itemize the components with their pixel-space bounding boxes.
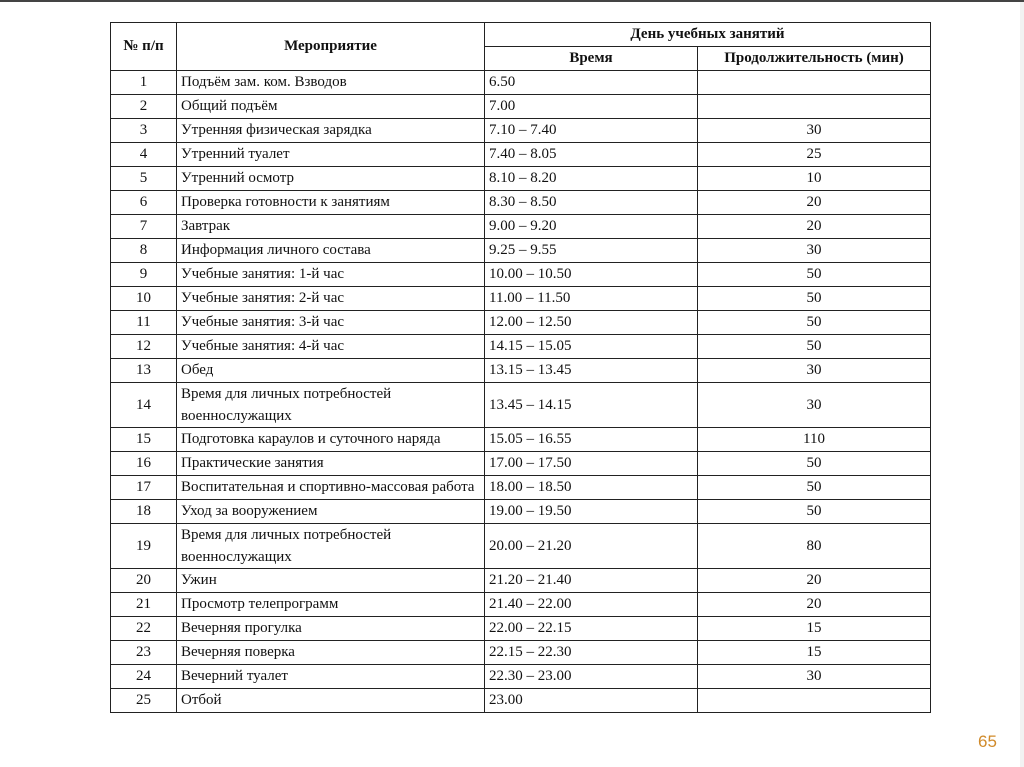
duration-cell xyxy=(698,71,931,95)
daily-schedule-table xyxy=(110,22,931,713)
event-cell: Воспитательная и спортивно-массовая работа xyxy=(177,476,485,500)
table-row xyxy=(111,499,931,523)
event-cell: Проверка готовности к занятиям xyxy=(177,191,485,215)
event-cell: Информация личного состава xyxy=(177,239,485,263)
duration-cell: 80 xyxy=(698,523,931,568)
duration-cell: 30 xyxy=(698,664,931,688)
table-row xyxy=(111,616,931,640)
row-number: 19 xyxy=(111,523,177,568)
event-cell: Отбой xyxy=(177,688,485,712)
row-number: 8 xyxy=(111,239,177,263)
event-cell: Утренний туалет xyxy=(177,143,485,167)
time-cell: 22.30 – 23.00 xyxy=(485,664,698,688)
row-number: 17 xyxy=(111,476,177,500)
duration-cell: 30 xyxy=(698,383,931,428)
duration-cell: 20 xyxy=(698,568,931,592)
duration-cell: 15 xyxy=(698,616,931,640)
event-cell: Ужин xyxy=(177,568,485,592)
event-cell: Подготовка караулов и суточного наряда xyxy=(177,428,485,452)
table-row xyxy=(111,523,931,568)
event-cell: Просмотр телепрограмм xyxy=(177,592,485,616)
event-cell: Учебные занятия: 1-й час xyxy=(177,263,485,287)
duration-cell xyxy=(698,95,931,119)
table-row xyxy=(111,359,931,383)
time-cell: 18.00 – 18.50 xyxy=(485,476,698,500)
time-cell: 7.10 – 7.40 xyxy=(485,119,698,143)
row-number: 1 xyxy=(111,71,177,95)
header-event: Мероприятие xyxy=(177,23,485,71)
event-cell: Уход за вооружением xyxy=(177,499,485,523)
duration-cell: 50 xyxy=(698,335,931,359)
duration-cell: 30 xyxy=(698,239,931,263)
duration-cell: 25 xyxy=(698,143,931,167)
duration-cell: 50 xyxy=(698,499,931,523)
row-number: 12 xyxy=(111,335,177,359)
time-cell: 12.00 – 12.50 xyxy=(485,311,698,335)
duration-cell: 50 xyxy=(698,476,931,500)
table-row xyxy=(111,167,931,191)
duration-cell: 20 xyxy=(698,191,931,215)
time-cell: 9.00 – 9.20 xyxy=(485,215,698,239)
table-row xyxy=(111,311,931,335)
time-cell: 23.00 xyxy=(485,688,698,712)
duration-cell: 110 xyxy=(698,428,931,452)
row-number: 24 xyxy=(111,664,177,688)
time-cell: 22.15 – 22.30 xyxy=(485,640,698,664)
time-cell: 7.40 – 8.05 xyxy=(485,143,698,167)
duration-cell: 10 xyxy=(698,167,931,191)
header-group: День учебных занятий xyxy=(485,23,931,47)
event-cell: Утренняя физическая зарядка xyxy=(177,119,485,143)
time-cell: 21.40 – 22.00 xyxy=(485,592,698,616)
time-cell: 14.15 – 15.05 xyxy=(485,335,698,359)
table-row xyxy=(111,263,931,287)
row-number: 20 xyxy=(111,568,177,592)
table-row xyxy=(111,688,931,712)
row-number: 10 xyxy=(111,287,177,311)
duration-cell: 20 xyxy=(698,592,931,616)
table-row xyxy=(111,191,931,215)
duration-cell: 50 xyxy=(698,311,931,335)
header-duration: Продолжительность (мин) xyxy=(698,47,931,71)
row-number: 15 xyxy=(111,428,177,452)
row-number: 4 xyxy=(111,143,177,167)
time-cell: 11.00 – 11.50 xyxy=(485,287,698,311)
row-number: 21 xyxy=(111,592,177,616)
header-time: Время xyxy=(485,47,698,71)
right-edge xyxy=(1020,2,1024,767)
table-row xyxy=(111,119,931,143)
row-number: 13 xyxy=(111,359,177,383)
event-cell: Подъём зам. ком. Взводов xyxy=(177,71,485,95)
time-cell: 7.00 xyxy=(485,95,698,119)
table-row xyxy=(111,640,931,664)
time-cell: 8.10 – 8.20 xyxy=(485,167,698,191)
table-row xyxy=(111,592,931,616)
row-number: 9 xyxy=(111,263,177,287)
page-number: 65 xyxy=(978,732,997,751)
row-number: 23 xyxy=(111,640,177,664)
row-number: 6 xyxy=(111,191,177,215)
event-cell: Обед xyxy=(177,359,485,383)
time-cell: 22.00 – 22.15 xyxy=(485,616,698,640)
row-number: 25 xyxy=(111,688,177,712)
row-number: 2 xyxy=(111,95,177,119)
table-row xyxy=(111,143,931,167)
time-cell: 13.15 – 13.45 xyxy=(485,359,698,383)
time-cell: 21.20 – 21.40 xyxy=(485,568,698,592)
row-number: 7 xyxy=(111,215,177,239)
table-row xyxy=(111,71,931,95)
header-num: № п/п xyxy=(111,23,177,71)
time-cell: 20.00 – 21.20 xyxy=(485,523,698,568)
time-cell: 15.05 – 16.55 xyxy=(485,428,698,452)
time-cell: 8.30 – 8.50 xyxy=(485,191,698,215)
row-number: 14 xyxy=(111,383,177,428)
table-row xyxy=(111,476,931,500)
table-row xyxy=(111,95,931,119)
table-row xyxy=(111,335,931,359)
table-row xyxy=(111,215,931,239)
table-row xyxy=(111,568,931,592)
event-cell: Вечерняя прогулка xyxy=(177,616,485,640)
row-number: 5 xyxy=(111,167,177,191)
row-number: 18 xyxy=(111,499,177,523)
duration-cell: 50 xyxy=(698,287,931,311)
time-cell: 17.00 – 17.50 xyxy=(485,452,698,476)
event-cell: Практические занятия xyxy=(177,452,485,476)
row-number: 16 xyxy=(111,452,177,476)
time-cell: 6.50 xyxy=(485,71,698,95)
time-cell: 9.25 – 9.55 xyxy=(485,239,698,263)
duration-cell: 50 xyxy=(698,452,931,476)
event-cell: Вечерняя поверка xyxy=(177,640,485,664)
row-number: 11 xyxy=(111,311,177,335)
time-cell: 10.00 – 10.50 xyxy=(485,263,698,287)
top-border xyxy=(0,0,1024,2)
event-cell: Вечерний туалет xyxy=(177,664,485,688)
duration-cell: 50 xyxy=(698,263,931,287)
row-number: 3 xyxy=(111,119,177,143)
event-cell: Время для личных потребностей военнослужащих xyxy=(177,523,485,568)
table-body xyxy=(111,71,931,713)
time-cell: 13.45 – 14.15 xyxy=(485,383,698,428)
event-cell: Завтрак xyxy=(177,215,485,239)
table-row xyxy=(111,287,931,311)
table-row xyxy=(111,239,931,263)
duration-cell: 20 xyxy=(698,215,931,239)
table-row xyxy=(111,428,931,452)
duration-cell: 30 xyxy=(698,359,931,383)
event-cell: Общий подъём xyxy=(177,95,485,119)
table-row xyxy=(111,664,931,688)
row-number: 22 xyxy=(111,616,177,640)
event-cell: Учебные занятия: 2-й час xyxy=(177,287,485,311)
event-cell: Утренний осмотр xyxy=(177,167,485,191)
duration-cell: 30 xyxy=(698,119,931,143)
table-row xyxy=(111,383,931,428)
event-cell: Учебные занятия: 4-й час xyxy=(177,335,485,359)
event-cell: Время для личных потребностей военнослужащих xyxy=(177,383,485,428)
duration-cell: 15 xyxy=(698,640,931,664)
time-cell: 19.00 – 19.50 xyxy=(485,499,698,523)
table-row xyxy=(111,452,931,476)
event-cell: Учебные занятия: 3-й час xyxy=(177,311,485,335)
duration-cell xyxy=(698,688,931,712)
